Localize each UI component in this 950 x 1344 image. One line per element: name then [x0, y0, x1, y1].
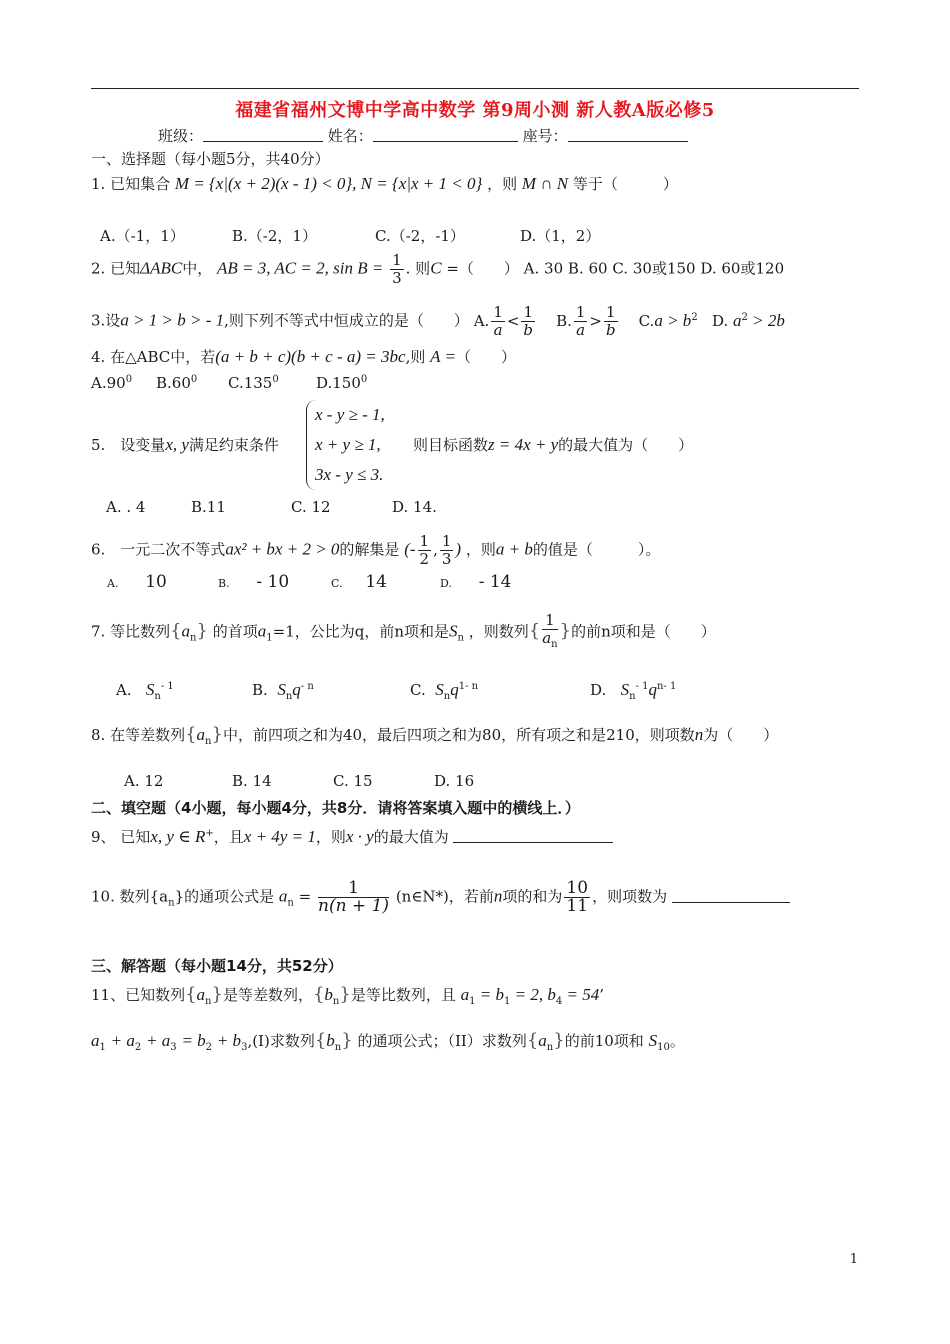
- q10-answer-blank[interactable]: [672, 888, 790, 903]
- question-5-stem: 5. 设变量x, y满足约束条件: [91, 435, 279, 454]
- question-11-line-2: $a_1 + a_2 + a_3 = b_2 + b_3,(I)$求数列$\{b_n\}$ 的通项公式；（II）求数列$\{a_n\}$的前10项和 $S_{10}$。: [91, 1030, 685, 1053]
- q6-option-d: D. - 14: [440, 572, 512, 592]
- question-5-objective: 则目标函数z = 4x + y的最大值为（ ）: [413, 435, 694, 454]
- q8-option-b: B. 14: [232, 772, 272, 790]
- q2-option-b: B. 60: [567, 259, 608, 278]
- question-4: 4. 在△ABC中，若(a + b + c)(b + c - a) = 3bc,则 A =（ ）: [91, 347, 516, 366]
- q3-option-b: B. $\frac{1}{a}$ > $\frac{1}{b}$: [556, 303, 616, 339]
- section-heading-3: 三、解答题（每小题14分，共52分）: [91, 957, 343, 975]
- section-heading-2: 二、填空题（4小题，每小题4分，共8分．请将答案填入题中的横线上．）: [91, 799, 580, 817]
- page-title: 福建省福州文博中学高中数学 第9周小测 新人教A版必修5: [235, 100, 715, 121]
- q1-sets: M = {x|(x + 2)(x - 1) < 0}, N = {x|x + 1 < 0}: [174, 174, 483, 193]
- question-7: 7. 等比数列$\{a_n\}$ 的首项$a_1=1$，公比为q，前n项和是$S_n$ ，则数列{ $\frac{1}{a_n}$ }的前n项和是（ ）: [91, 611, 716, 650]
- question-11-line-1: 11、已知数列$\{a_n\}$是等差数列，$\{b_n\}$是等比数列，且 $a_1 = b_1 = 2$, $b_4 = 54$’: [91, 984, 604, 1007]
- question-2: 2. 已知ΔABC中， AB = 3, AC = 2, sin B = $\frac{1}{3}$ . 则C =（ ） A. 30 B. 60 C. 30或150 D. 60或120: [91, 251, 785, 287]
- question-9: 9、 已知x, y ∈ R+，且x + 4y = 1，则x · y的最大值为: [91, 826, 613, 847]
- question-10: 10. 数列$\{a_n\}$的通项公式是 $a_n$ = $\frac{1}{n(n + 1)}$ (n∈N*)，若前n项的和为 $\frac{10}{11}$ ，则项数为: [91, 880, 790, 915]
- q7-option-b: B. $S_nq^{- n}$: [252, 680, 314, 702]
- q5-constraint-system: x - y ≥ - 1, x + y ≥ 1, 3x - y ≤ 3.: [306, 400, 430, 490]
- question-1: 1. 已知集合 M = {x|(x + 2)(x - 1) < 0}, N = {x|x + 1 < 0} ，则 M ∩ N 等于（ ）: [91, 174, 678, 193]
- q6-option-c: C. 14: [331, 572, 387, 592]
- name-label: 姓名：: [327, 127, 373, 145]
- q1-option-a: A.（-1，1）: [100, 227, 185, 245]
- q5-option-c: C. 12: [291, 498, 331, 516]
- q8-option-c: C. 15: [333, 772, 373, 790]
- question-6: 6. 一元二次不等式ax² + bx + 2 > 0的解集是 (- $\frac{1}{2}$ , $\frac{1}{3}$ ) ，则a + b的值是（ ）。: [91, 532, 661, 568]
- class-blank[interactable]: [203, 127, 323, 142]
- q6-option-a: A. 10: [107, 572, 167, 592]
- q8-option-a: A. 12: [124, 772, 164, 790]
- q1-intersection: M ∩ N: [521, 174, 569, 193]
- q1-option-c: C.（-2，-1）: [375, 227, 465, 245]
- student-info-line: [158, 125, 688, 146]
- q5-option-d: D. 14.: [392, 498, 437, 516]
- q3-option-d: D. $a^2 > 2b$: [712, 310, 785, 330]
- q1-option-d: D.（1，2）: [520, 227, 601, 245]
- q2-fraction: $\frac{1}{3}$: [392, 251, 402, 287]
- q3-option-a: A. $\frac{1}{a}$ < $\frac{1}{b}$: [473, 303, 534, 339]
- q8-option-d: D. 16: [434, 772, 475, 790]
- section-heading-1: 一、选择题（每小题5分，共40分）: [91, 150, 330, 168]
- q3-option-c: $C.a > b^2$: [638, 310, 698, 330]
- q2-option-c: C. 30: [612, 259, 652, 278]
- q7-option-a: A. $S_n^{- 1}$: [116, 680, 174, 702]
- q4-option-c: C.135$^0$: [228, 374, 279, 392]
- q7-option-c: C. $S_nq^{1- n}$: [410, 680, 479, 702]
- q7-option-d: D. $S_n^{- 1}q^{n- 1}$: [590, 680, 677, 702]
- q4-option-d: D.150$^0$: [316, 374, 368, 392]
- q4-option-a: $A.90^0$: [91, 374, 133, 392]
- class-label: 班级：: [158, 127, 204, 145]
- q6-option-b: B. - 10: [218, 572, 290, 592]
- seat-label: 座号：: [522, 127, 568, 145]
- page-number: 1: [849, 1252, 858, 1267]
- q2-option-a: A. 30: [523, 259, 564, 278]
- q5-option-a: A. . 4: [106, 498, 146, 516]
- name-blank[interactable]: [373, 127, 518, 142]
- question-3: 3.设a > 1 > b > - 1,则下列不等式中恒成立的是（ ） A. $\frac{1}{a}$ < $\frac{1}{b}$ B. $\frac{1}{a}$ > $\frac{1}{b}$ $C.a > b^2$ D. $a^2 > 2b$: [91, 303, 785, 339]
- seat-blank[interactable]: [568, 127, 688, 142]
- q1-option-b: B.（-2，1）: [232, 227, 317, 245]
- q5-option-b: B.11: [191, 498, 226, 516]
- top-rule: [91, 88, 859, 89]
- q4-option-b: $B.60^0$: [156, 374, 198, 392]
- q2-option-d: D. 60: [700, 259, 741, 278]
- q9-answer-blank[interactable]: [453, 828, 613, 843]
- question-8: 8. 在等差数列$\{a_n\}$中，前四项之和为40，最后四项之和为80，所有项之和是210，则项数n为（ ）: [91, 724, 779, 747]
